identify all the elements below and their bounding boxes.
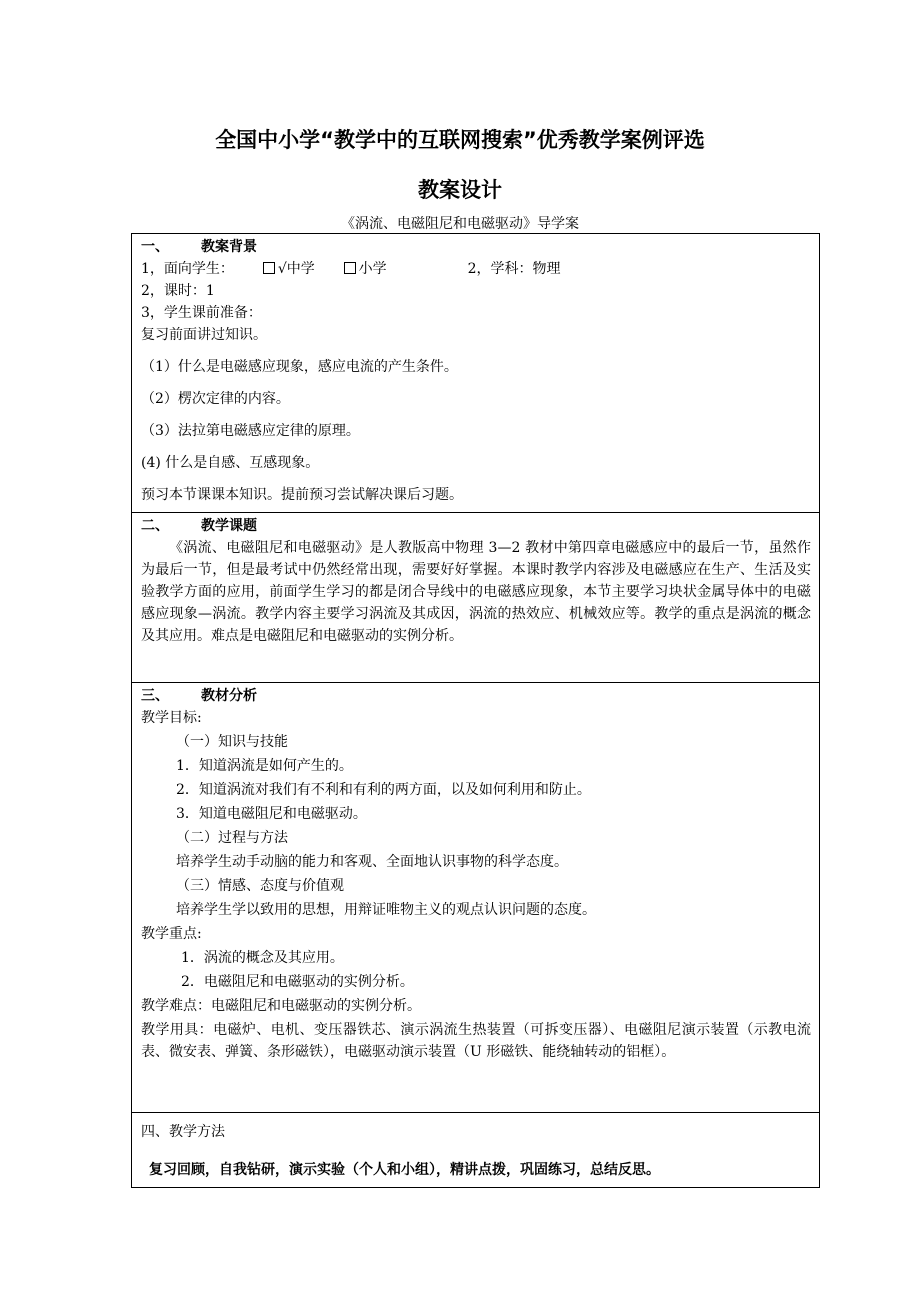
main-title: 全国中小学“教学中的互联网搜索”优秀教学案例评选 (215, 128, 705, 152)
review-text: 复习前面讲过知识。 (141, 327, 267, 343)
checkbox-primary-school (344, 262, 356, 274)
difficulty-text: 教学难点：电磁阻尼和电磁驱动的实例分析。 (141, 998, 421, 1014)
goals-label: 教学目标: (141, 710, 202, 726)
goal-item: 2．知道涡流对我们有不利和有利的两方面，以及如何利用和防止。 (176, 782, 591, 798)
question-3: （3）法拉第电磁感应定律的原理。 (141, 423, 360, 439)
checkbox-middle-school (263, 262, 275, 274)
goal-item: 1．知道涡流是如何产生的。 (176, 758, 353, 774)
class-hours: 2，课时：1 (141, 283, 215, 299)
goal-process-text: 培养学生动手动脑的能力和客观、全面地认识事物的科学态度。 (176, 854, 568, 870)
section-heading: 一、 教案背景 (141, 239, 257, 255)
lesson-title: 《涡流、电磁阻尼和电磁驱动》导学案 (341, 216, 579, 232)
section-methods (132, 1113, 819, 1187)
target-students-line: 1，面向学生： √中学 小学 2，学科：物理 (141, 261, 561, 277)
section-heading: 二、 教学课题 (141, 518, 257, 534)
section-material-analysis (132, 683, 819, 1113)
section-heading: 四、教学方法 (141, 1124, 225, 1140)
section-background (132, 234, 819, 513)
key-points-label: 教学重点: (141, 926, 202, 942)
goal-emotion-text: 培养学生学以致用的思想，用辩证唯物主义的观点认识问题的态度。 (176, 902, 596, 918)
teaching-tools: 教学用具：电磁炉、电机、变压器铁芯、演示涡流生热装置（可拆变压器）、电磁阻尼演示装置（示教电流表、微安表、弹簧、条形磁铁），电磁驱动演示装置（U 形磁铁、能绕轴转动的铝框）。 (141, 1022, 811, 1060)
methods-text: 复习回顾，自我钻研，演示实验（个人和小组），精讲点拨，巩固练习，总结反思。 (149, 1162, 660, 1178)
key-point: 1．涡流的概念及其应用。 (181, 950, 344, 966)
goal-process-title: （二）过程与方法 (176, 830, 288, 846)
question-1: （1）什么是电磁感应现象，感应电流的产生条件。 (141, 359, 458, 375)
section-heading: 三、 教材分析 (141, 688, 257, 704)
goal-item: 3．知道电磁阻尼和电磁驱动。 (176, 806, 367, 822)
topic-paragraph: 《涡流、电磁阻尼和电磁驱动》是人教版高中物理 3—2 教材中第四章电磁感应中的最后一节，虽然作为最后一节，但是最考试中仍然经常出现，需要好好掌握。本课时教学内容涉及电磁感应在生产、生活及实验教学方面的应用，前面学生学习的都是闭合导线中的电磁感应现象，本节主要学习块状金属导体中的电磁感应现象—涡流。教学内容主要学习涡流及其成因，涡流的热效应、机械效应等。教学的重点是涡流的概念及其应用。难点是电磁阻尼和电磁驱动的实例分析。 (141, 540, 811, 644)
question-2: （2）楞次定律的内容。 (141, 391, 290, 407)
sub-title: 教案设计 (418, 178, 502, 202)
question-4: (4) 什么是自感、互感现象。 (141, 455, 320, 471)
subject-text: 2，学科：物理 (467, 261, 561, 277)
goal-emotion-title: （三）情感、态度与价值观 (176, 878, 344, 894)
lesson-plan-table (131, 233, 820, 1188)
goal-knowledge-title: （一）知识与技能 (176, 734, 288, 750)
section-topic (132, 513, 819, 683)
prep-label: 3，学生课前准备： (141, 305, 262, 321)
preview-text: 预习本节课课本知识。提前预习尝试解决课后习题。 (141, 487, 463, 503)
key-point: 2．电磁阻尼和电磁驱动的实例分析。 (181, 974, 414, 990)
